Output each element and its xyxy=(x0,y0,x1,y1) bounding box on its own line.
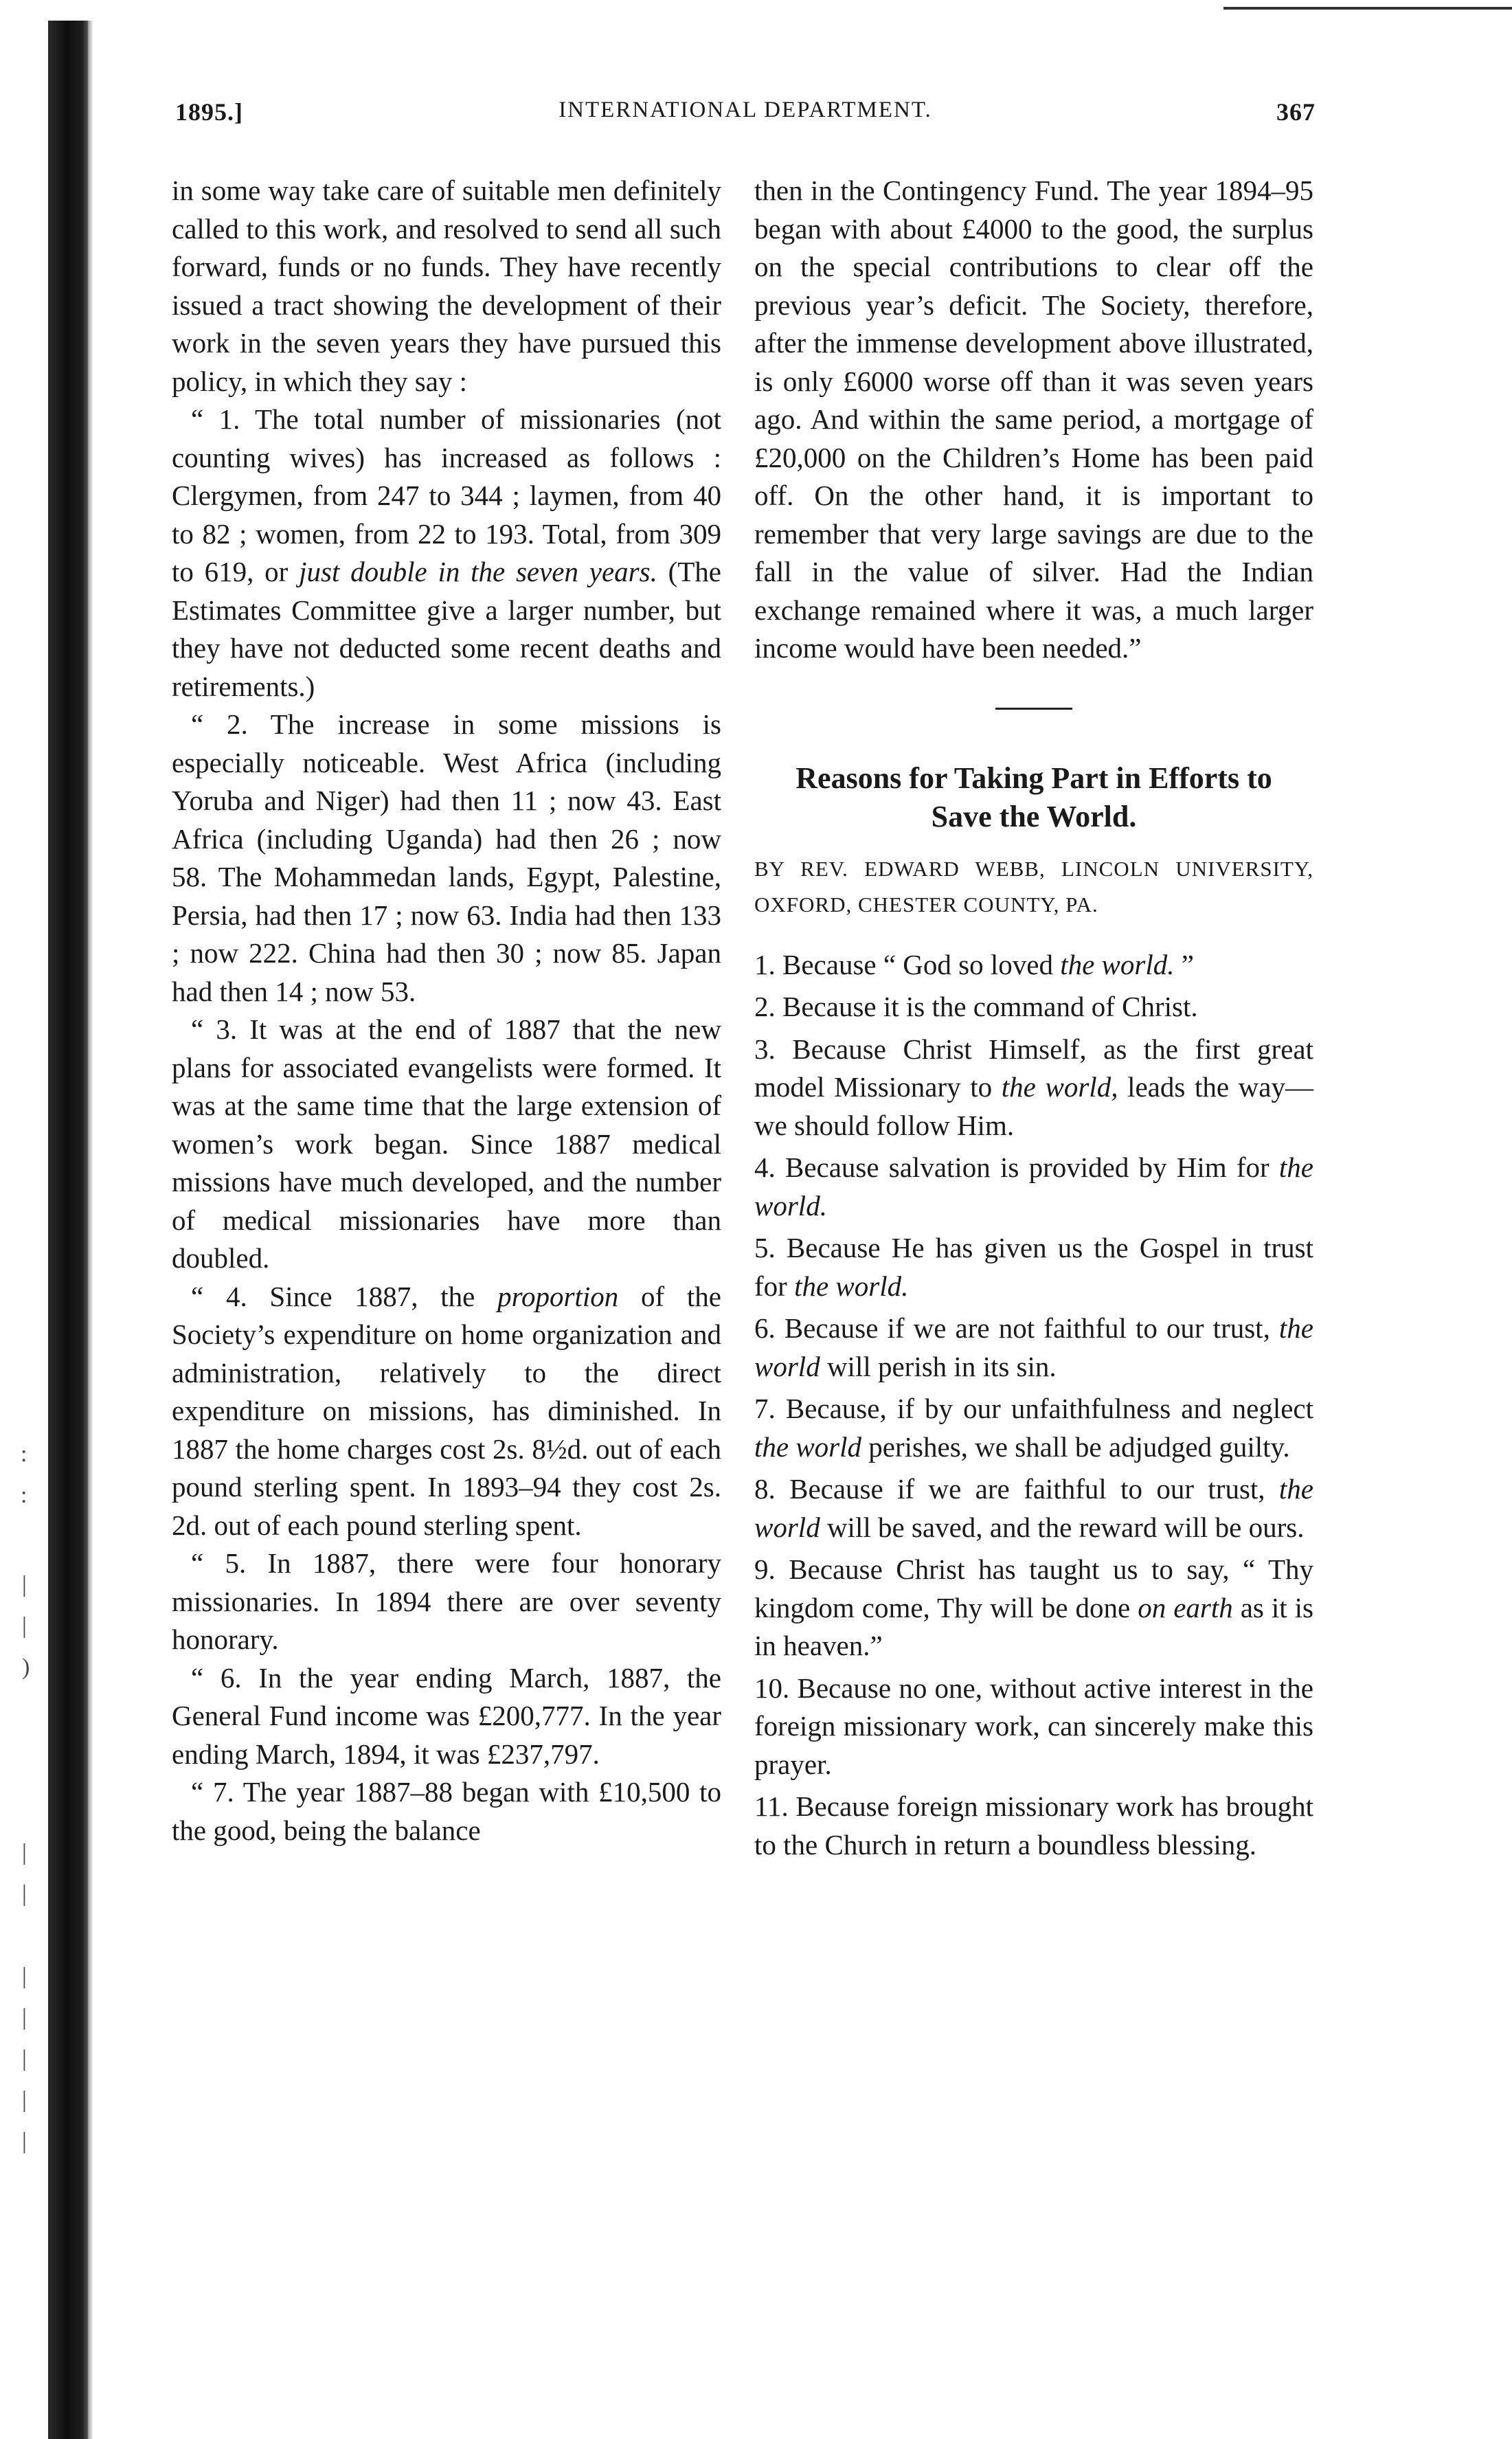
right-column xyxy=(754,172,1313,1864)
reason-4-emphasis: the world. xyxy=(754,1151,1313,1222)
reason-8-emphasis: the world xyxy=(754,1473,1313,1543)
reason-6 xyxy=(754,1310,1313,1386)
binding-shadow xyxy=(48,21,91,2439)
paragraph-1-emphasis: just double in the seven years. xyxy=(299,556,657,587)
article-title-line-1: Reasons for Taking Part in Efforts to xyxy=(796,761,1272,795)
paragraph-2: “ 2. The increase in some missions is especially noticeable. West Africa (including Yoruba and Niger) had then 11 ; now 43. East Africa (including Uganda) had then 26 ; now 58. The Mohammedan lands, Egypt, Palestine, Persia, had then 17 ; now 63. India had then 133 ; now 222. China had then 30 ; now 85. Japan had then 14 ; now 53. xyxy=(172,708,721,1007)
speck: | xyxy=(22,1613,27,1639)
reason-1 xyxy=(754,946,1313,985)
paragraph-1 xyxy=(172,401,721,706)
reason-1-text-b: ” xyxy=(1174,948,1194,980)
paragraph-6: “ 6. In the year ending March, 1887, the General Fund income was £200,777. In the year ending March, 1894, it was £237,797. xyxy=(172,1661,721,1770)
header-year: 1895.] xyxy=(175,98,243,126)
reason-1-text-a: 1. Because “ God so loved xyxy=(754,948,1061,980)
reason-8-text-b: will be saved, and the reward will be ours. xyxy=(820,1511,1305,1543)
top-edge-rule xyxy=(1223,7,1512,10)
speck: | xyxy=(22,2087,27,2113)
reason-7-text-b: perishes, we shall be adjudged guilty. xyxy=(861,1430,1290,1463)
left-column xyxy=(172,172,721,1850)
paragraph-4 xyxy=(172,1278,721,1545)
speck: | xyxy=(22,1840,27,1865)
reason-3 xyxy=(754,1031,1313,1145)
paragraph-1-text-b: (The Estimates Committee give a larger number, but they have not deducted some recent deaths and retirements.) xyxy=(172,556,721,702)
reason-8-text-a: 8. Because if we are faithful to our trust, xyxy=(754,1473,1279,1505)
article-title-line-2: Save the World. xyxy=(931,799,1137,833)
reason-10: 10. Because no one, without active interest in the foreign missionary work, can sincerely make this prayer. xyxy=(754,1672,1313,1780)
reason-4 xyxy=(754,1149,1313,1225)
reason-1-emphasis: the world. xyxy=(1060,948,1175,980)
page-number: 367 xyxy=(1276,98,1316,126)
paragraph-1-text-a: “ 1. The total number of missionaries (not counting wives) has increased as follows : Clergymen, from 247 to 344 ; laymen, from 40 to 82 ; women, from 22 to 193. Total, from 309 to 619, or xyxy=(172,403,721,587)
article-byline: BY REV. EDWARD WEBB, LINCOLN UNIVERSITY, OXFORD, CHESTER COUNTY, PA. xyxy=(754,856,1313,917)
reason-7 xyxy=(754,1390,1313,1466)
binding-edge xyxy=(88,21,93,2439)
reason-9-text-a: 9. Because Christ has taught us to say, “ Thy kingdom come, Thy will be done xyxy=(754,1553,1313,1623)
reason-6-text-b: will perish in its sin. xyxy=(820,1350,1057,1382)
speck: ) xyxy=(22,1654,30,1680)
paragraph-5: “ 5. In 1887, there were four honorary missionaries. In 1894 there are over seventy honorary. xyxy=(172,1547,721,1655)
reason-8 xyxy=(754,1470,1313,1547)
running-head xyxy=(175,98,1316,136)
paragraph-4-text-b: of the Society’s expenditure on home organization and administration, relatively to the direct expenditure on missions, has diminished. In 1887 the home charges cost 2s. 8½d. out of each pound sterling spent. In 1893–94 they cost 2s. 2d. out of each pound sterling spent. xyxy=(172,1280,721,1541)
reason-3-text-b: leads the way—we should follow Him. xyxy=(754,1071,1313,1141)
paragraph-4-text-a: “ 4. Since 1887, the xyxy=(191,1280,498,1312)
section-separator-rule xyxy=(995,708,1072,710)
reason-5 xyxy=(754,1229,1313,1305)
reason-4-text-a: 4. Because salvation is provided by Him for xyxy=(754,1151,1279,1183)
reason-5-text-a: 5. Because He has given us the Gospel in trust for xyxy=(754,1232,1313,1302)
speck: | xyxy=(22,1881,27,1907)
speck: : xyxy=(21,1441,27,1467)
speck: | xyxy=(22,1964,27,1989)
header-section-title: INTERNATIONAL DEPARTMENT. xyxy=(558,98,932,122)
reason-11: 11. Because foreign missionary work has brought to the Church in return a boundless blessing. xyxy=(754,1790,1313,1861)
reason-9-emphasis: on earth xyxy=(1138,1591,1233,1623)
intro-paragraph: in some way take care of suitable men definitely called to this work, and resolved to send all such forward, funds or no funds. They have recently issued a tract showing the development of their work in the seven years they have pursued this policy, in which they say : xyxy=(172,175,721,397)
reason-7-emphasis: the world xyxy=(754,1430,862,1463)
speck: | xyxy=(22,2128,27,2154)
reason-3-text-a: 3. Because Christ Himself, as the first great model Missionary to xyxy=(754,1033,1313,1103)
reason-7-text-a: 7. Because, if by our unfaithfulness and neglect xyxy=(754,1393,1313,1424)
paragraph-4-emphasis: proportion xyxy=(497,1280,619,1312)
reason-3-emphasis: the world, xyxy=(1001,1071,1118,1103)
continuation-paragraph: then in the Contingency Fund. The year 1894–95 began with about £4000 to the good, the surplus on the special contributions to clear off the previous year’s deficit. The Society, therefore, after the immense development above illustrated, is only £6000 worse off than it was seven years ago. And within the same period, a mortgage of £20,000 on the Children’s Home has been paid off. On the other hand, it is important to remember that very large savings are due to the fall in the value of silver. Had the Indian exchange remained where it was, a much larger income would have been needed.” xyxy=(754,175,1313,664)
reason-6-emphasis: the world xyxy=(754,1312,1313,1382)
reason-6-text-a: 6. Because if we are not faithful to our trust, xyxy=(754,1312,1279,1344)
reason-2: 2. Because it is the command of Christ. xyxy=(754,991,1198,1022)
speck: : xyxy=(21,1483,27,1508)
speck: | xyxy=(22,2005,27,2030)
paragraph-3: “ 3. It was at the end of 1887 that the new plans for associated evangelists were formed. It was at the same time that the large extension of women’s work began. Since 1887 medical missions have much developed, and the number of medical missionaries have more than doubled. xyxy=(172,1013,721,1274)
reason-5-emphasis: the world. xyxy=(794,1270,909,1302)
reason-9 xyxy=(754,1551,1313,1665)
reason-9-text-b: as it is in heaven.” xyxy=(754,1591,1313,1661)
speck: | xyxy=(22,2046,27,2071)
article-title xyxy=(754,759,1313,836)
speck: | xyxy=(22,1572,27,1597)
paragraph-7: “ 7. The year 1887–88 began with £10,500 to the good, being the balance xyxy=(172,1776,721,1846)
